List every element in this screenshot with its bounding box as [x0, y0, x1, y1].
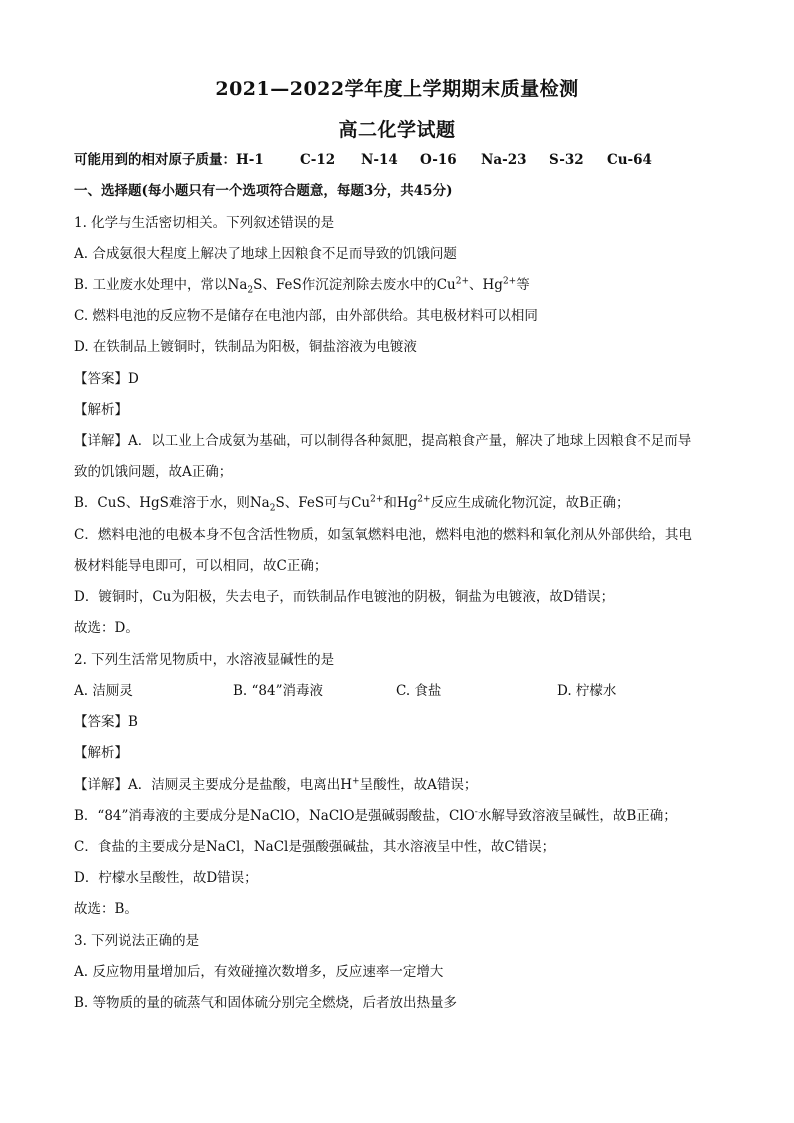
atomic-masses	[74, 151, 724, 169]
q2-option-d: D. 柠檬水	[557, 683, 617, 699]
q2-detail-b: B．“84”消毒液的主要成分是NaClO，NaClO是强碱弱酸盐，ClO-水解导致溶液呈碱性，故B正确；	[74, 807, 677, 824]
exam-title: 2021—2022学年度上学期期末质量检测	[215, 78, 579, 100]
q1-detail-b: B．CuS、HgS难溶于水，则$Na_2S$、FeS可与$Cu^{2+}$和$Hg^{2+}$反应生成硫化物沉淀，故B正确；	[74, 494, 630, 514]
q2-option-a: A. 洁厕灵	[74, 683, 133, 699]
q1-choose: 故选：D。	[74, 620, 139, 636]
q2-option-b: B. “84”消毒液	[233, 683, 323, 699]
q3-stem: 3. 下列说法正确的是	[74, 933, 200, 949]
atomic-mass-c: C-12	[300, 152, 336, 168]
q2-analysis: 【解析】	[74, 745, 128, 761]
q1-detail-a2: 致的饥饿问题，故A正确；	[74, 464, 233, 480]
q1-option-b: B. 工业废水处理中，常以$Na_2S$、FeS作沉淀剂除去废水中的$Cu^{2+}$、$Hg^{2+}$等	[74, 276, 530, 296]
q1-answer: 【答案】D	[74, 371, 139, 387]
q1-option-a: A. 合成氨很大程度上解决了地球上因粮食不足而导致的饥饿问题	[74, 246, 457, 262]
q2-choose: 故选：B。	[74, 901, 138, 917]
q2-stem: 2. 下列生活常见物质中，水溶液显碱性的是	[74, 652, 335, 668]
q1-detail-c1: C．燃料电池的电极本身不包含活性物质，如氢氧燃料电池，燃料电池的燃料和氧化剂从外部供给，其电	[74, 527, 692, 543]
q1-detail-a1: 【详解】A．以工业上合成氨为基础，可以制得各种氮肥，提高粮食产量，解决了地球上因粮食不足而导	[74, 433, 692, 449]
q1-stem: 1. 化学与生活密切相关。下列叙述错误的是	[74, 215, 335, 231]
section-heading: 一、选择题(每小题只有一个选项符合题意，每题3分，共45分)	[74, 183, 453, 199]
atomic-mass-s: S-32	[549, 152, 584, 168]
q1-detail-c2: 极材料能导电即可，可以相同，故C正确；	[74, 558, 328, 574]
atomic-mass-cu: Cu-64	[607, 152, 652, 168]
atomic-mass-o: O-16	[420, 152, 457, 168]
atomic-mass-n: N-14	[361, 152, 398, 168]
q2-detail-c: C．食盐的主要成分是NaCl，NaCl是强酸强碱盐，其水溶液呈中性，故C错误；	[74, 839, 556, 855]
q1-analysis: 【解析】	[74, 402, 128, 418]
q2-answer: 【答案】B	[74, 714, 138, 730]
q2-option-c: C. 食盐	[396, 683, 442, 699]
q3-option-a: A. 反应物用量增加后，有效碰撞次数增多，反应速率一定增大	[74, 964, 444, 980]
q1-option-d: D. 在铁制品上镀铜时，铁制品为阳极，铜盐溶液为电镀液	[74, 339, 417, 355]
q1-option-c: C. 燃料电池的反应物不是储存在电池内部，由外部供给。其电极材料可以相同	[74, 308, 538, 324]
q2-detail-d: D．柠檬水呈酸性，故D错误；	[74, 870, 258, 886]
q3-option-b: B. 等物质的量的硫蒸气和固体硫分别完全燃烧，后者放出热量多	[74, 995, 458, 1011]
atomic-mass-na: Na-23	[481, 152, 527, 168]
exam-subtitle: 高二化学试题	[338, 119, 456, 141]
q1-detail-d: D．镀铜时，Cu为阳极，失去电子，而铁制品作电镀池的阴极，铜盐为电镀液，故D错误；	[74, 589, 615, 605]
atomic-mass-label: 可能用到的相对原子质量：H-1	[74, 152, 264, 168]
q2-detail-a: 【详解】A．洁厕灵主要成分是盐酸，电离出H+呈酸性，故A错误；	[74, 776, 478, 793]
